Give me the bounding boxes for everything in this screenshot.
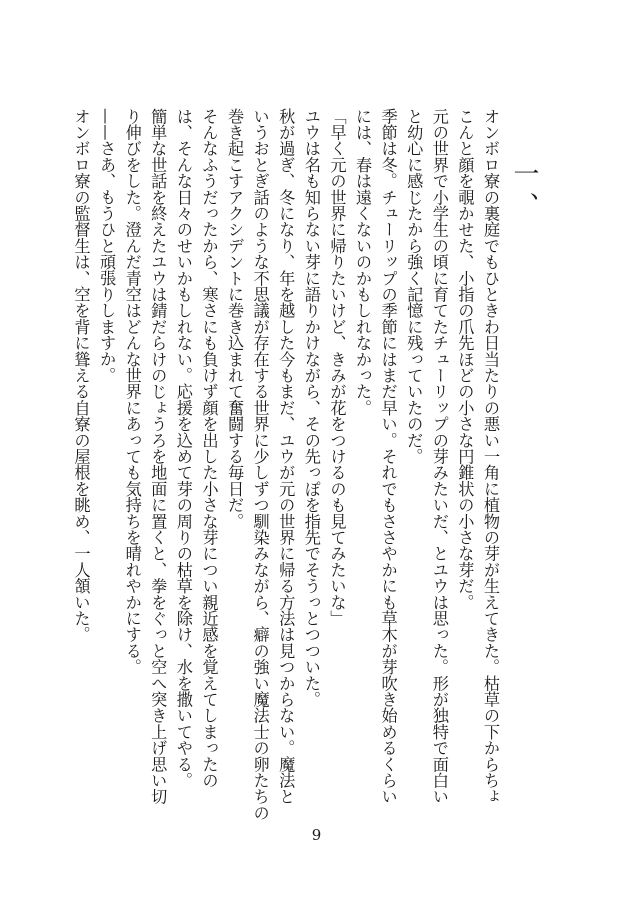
text-line: ユウは名も知らない芽に語りかけながら、その先っぽを指先でそうっとつついた。: [301, 108, 321, 708]
text-line: 簡単な世話を終えたユウは錆だらけのじょうろを地面に置くと、拳をぐっと空へ突き上げ思い切: [148, 108, 168, 805]
text-line: は、そんな日々のせいかもしれない。応援を込めて芽の周りの枯草を除け、水を撒いてやる。: [173, 108, 193, 789]
page-number: 9: [311, 826, 322, 844]
text-line: ——さあ、もうひと頑張りしますか。: [97, 108, 117, 384]
chapter-heading: 一、: [509, 160, 539, 224]
text-line: こんと顔を覗かせた、小指の爪先ほどの小さな円錐状の小さな芽だ。: [455, 108, 475, 611]
text-line: 「早く元の世界に帰りたいけど、きみが花をつけるのも見てみたいな」: [327, 108, 347, 627]
text-line: と幼心に感じたから強く記憶に残っていたのだ。: [404, 108, 424, 465]
text-line: オンボロ寮の裏庭でもひときわ日当たりの悪い一角に植物の芽が生えてきた。枯草の下からちょ: [481, 108, 500, 805]
text-line: り伸びをした。澄んだ青空はどんな世界にあっても気持ちを晴れやかにする。: [122, 108, 142, 675]
text-line: オンボロ寮の監督生は、空を背に聳える自寮の屋根を眺め、一人頷いた。: [71, 108, 91, 643]
text-line: いうおとぎ話のような不思議が存在する世界に少しずつ馴染みながら、癖の強い魔法士の卵たちの: [250, 108, 270, 821]
text-line: 巻き起こすアクシデントに巻き込まれて奮闘する毎日だ。: [225, 108, 245, 530]
text-line: 秋が過ぎ、冬になり、年を越した今もまだ、ユウが元の世界に帰る方法は見つからない。魔法と: [276, 108, 296, 805]
text-line: 元の世界で小学生の頃に育てたチューリップの芽みたいだ、とユウは思った。形が独特で面白い: [429, 108, 449, 805]
body-text: [68, 108, 503, 821]
text-line: 季節は冬。チューリップの季節にはまだ早い。それでもささやかにも草木が芽吹き始めるくらい: [378, 108, 398, 805]
text-line: そんなふうだったから、寒さにも負けず顔を出した小さな芽につい親近感を覚えてしまったの: [199, 108, 219, 789]
text-line: には、春は遠くないのかもしれなかった。: [353, 108, 373, 416]
